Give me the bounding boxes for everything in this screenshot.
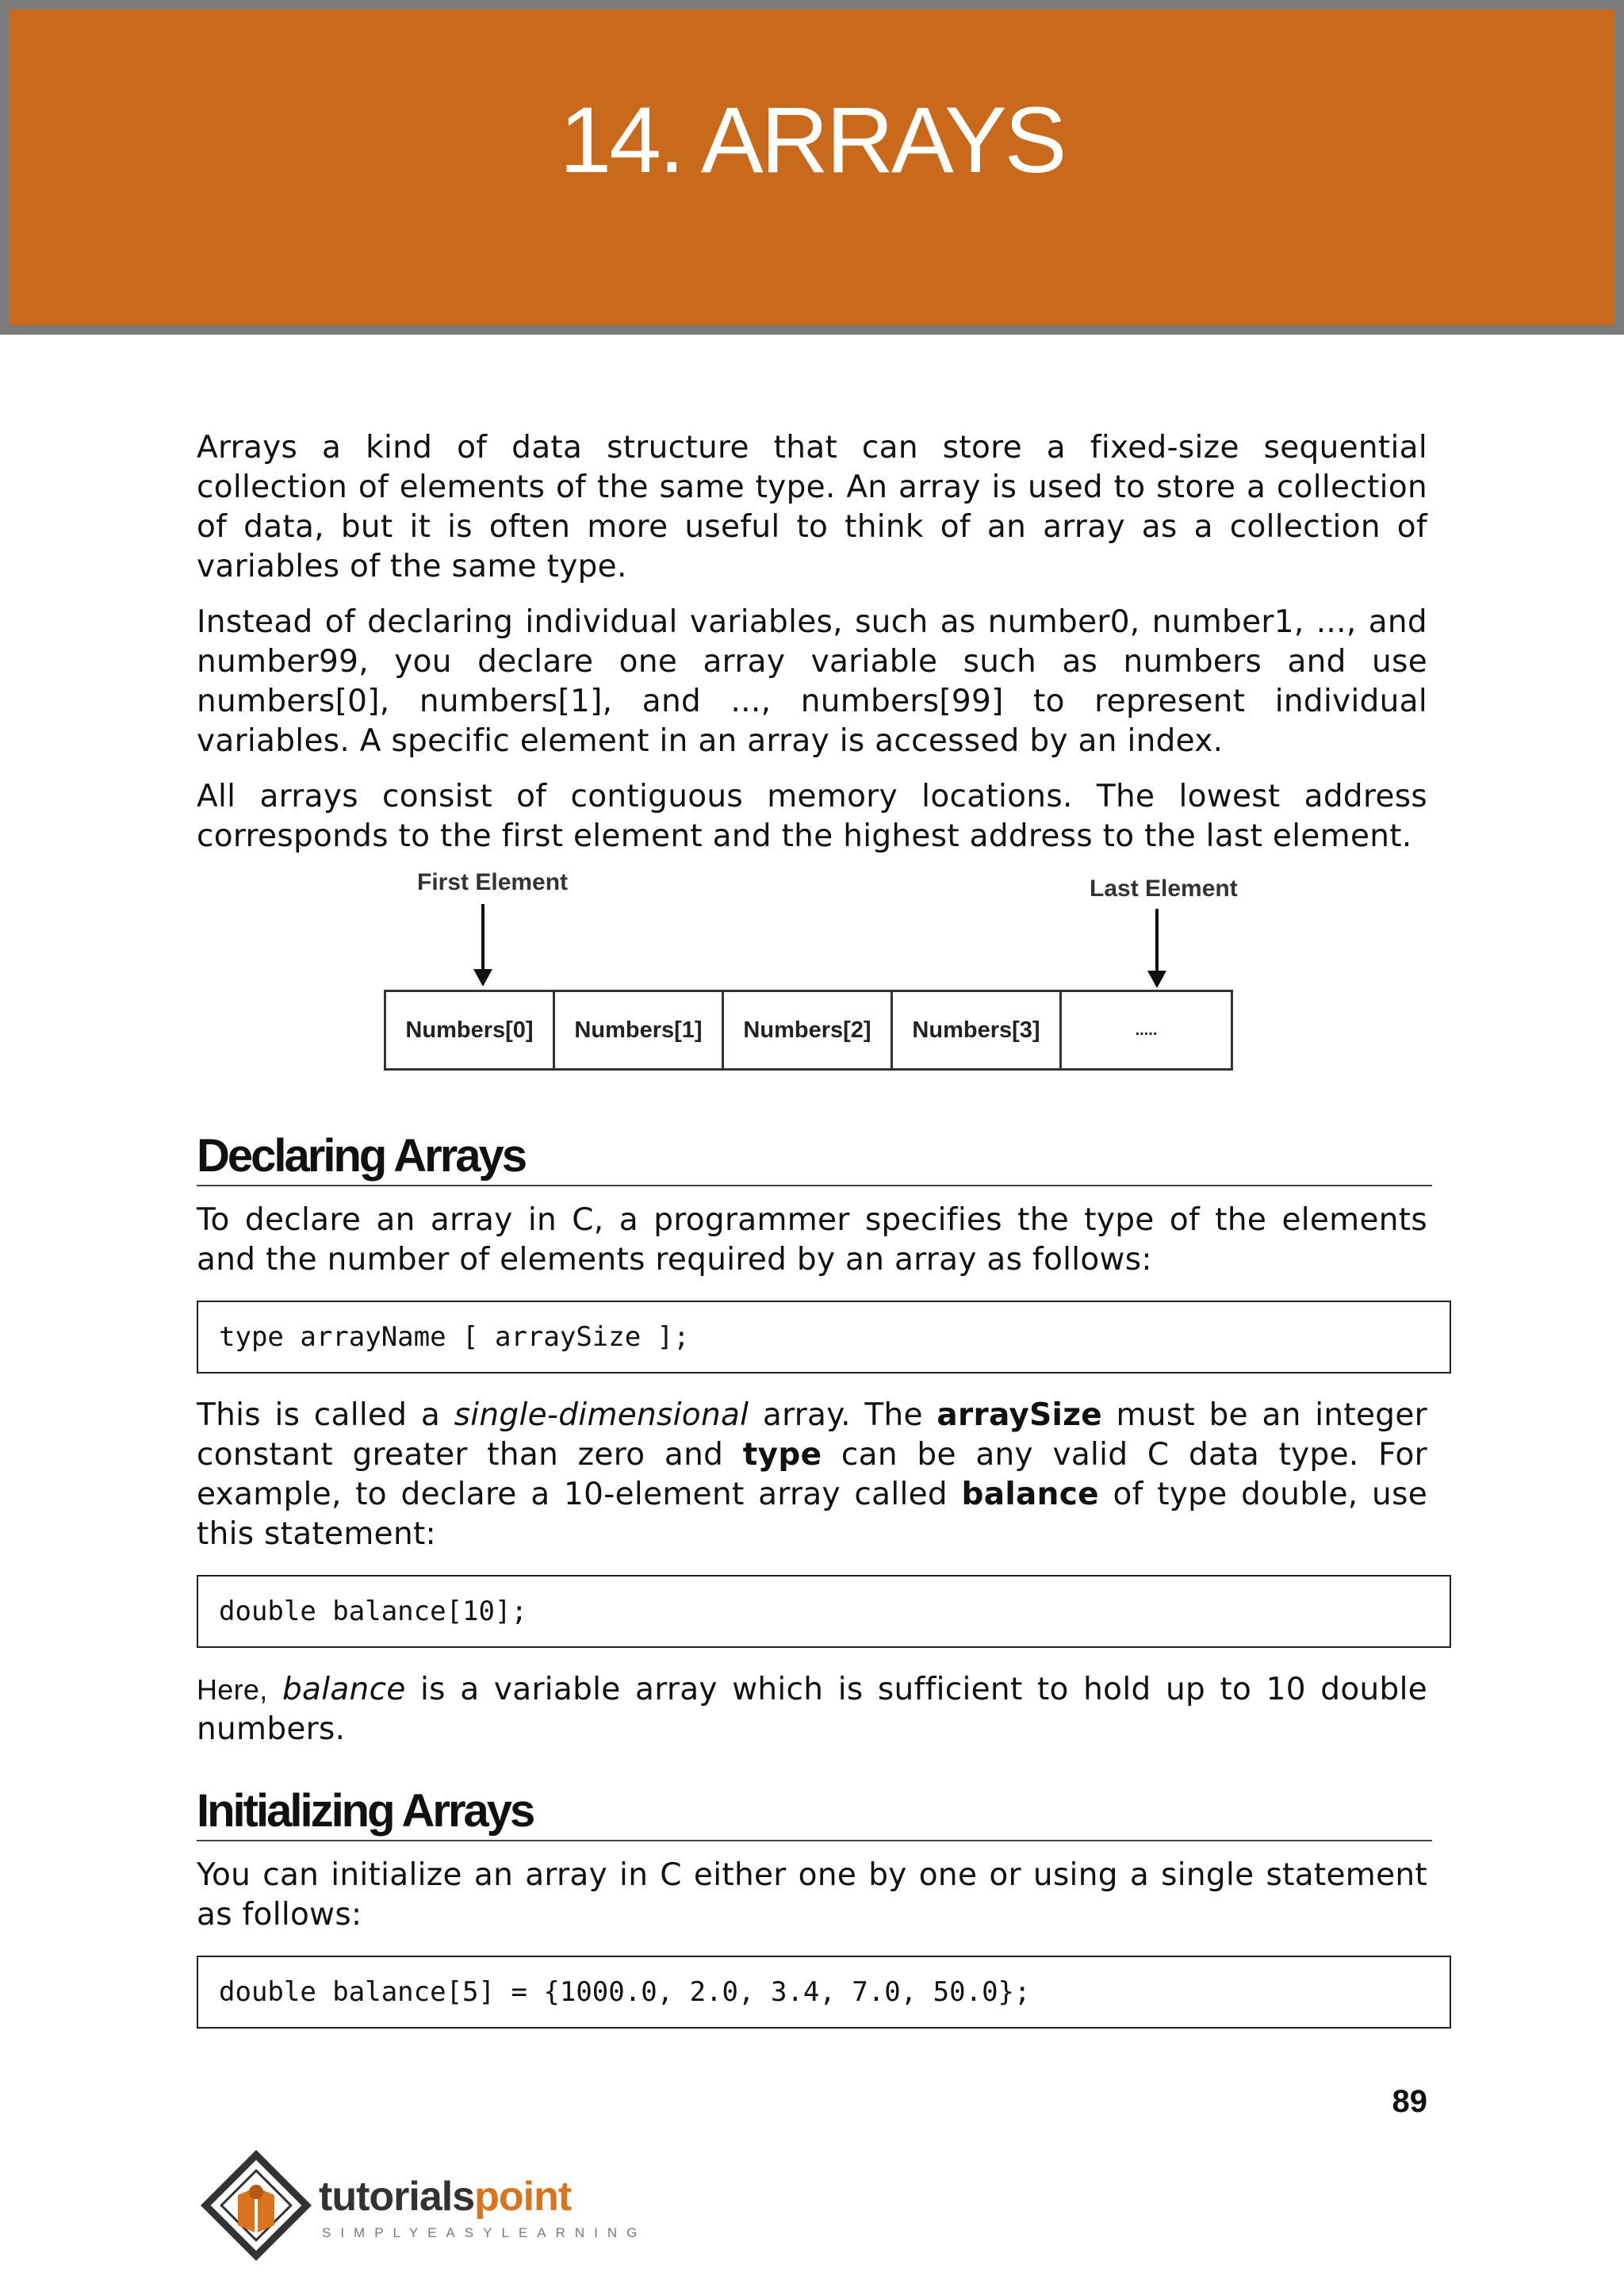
array-memory-diagram	[197, 863, 1427, 1094]
array-cell: Numbers[0]	[386, 992, 555, 1068]
declaring-arrays-heading: Declaring Arrays	[197, 1131, 1432, 1186]
bold-balance: balance	[961, 1477, 1099, 1512]
code-block-declare-syntax: type arrayName [ arraySize ];	[197, 1301, 1451, 1374]
first-element-arrow	[481, 904, 485, 971]
text-run: Here,	[197, 1673, 268, 1706]
array-cell: Numbers[3]	[893, 992, 1062, 1068]
declaring-paragraph-3	[197, 1670, 1427, 1749]
logo-tagline: SIMPLYEASYLEARNING	[322, 2225, 647, 2240]
text-run: array. The	[749, 1397, 937, 1433]
chapter-title: 14. ARRAYS	[559, 88, 1065, 193]
declaring-paragraph-1: To declare an array in C, a programmer specifies the type of the elements and the number of elements required by an array as follows:	[197, 1202, 1427, 1278]
last-element-arrowhead	[1147, 971, 1166, 988]
first-element-label: First Element	[417, 869, 569, 895]
logo-wordmark	[319, 2173, 571, 2220]
text-run: must be an integer constant greater than zero and	[197, 1397, 1427, 1473]
array-cell: Numbers[1]	[555, 992, 724, 1068]
text-run: This is called a	[197, 1397, 454, 1433]
initializing-paragraph-1: You can initialize an array in C either one by one or using a single statement as follows:	[197, 1857, 1427, 1933]
text-run: of type double, use this statement:	[197, 1477, 1427, 1552]
last-element-label: Last Element	[1090, 875, 1238, 902]
code-block-initialize-example: double balance[5] = {1000.0, 2.0, 3.4, 7.0, 50.0};	[197, 1956, 1451, 2029]
code-block-declare-example: double balance[10];	[197, 1575, 1451, 1648]
first-element-arrowhead	[473, 969, 492, 987]
array-cells	[384, 990, 1233, 1071]
bold-type: type	[742, 1437, 822, 1473]
initializing-arrays-heading: Initializing Arrays	[197, 1786, 1432, 1841]
emphasis-single-dimensional: single-dimensional	[454, 1397, 749, 1433]
text-run: can be any valid C data type. For example, to declare a 10-element array called	[197, 1437, 1427, 1512]
intro-paragraph-2: Instead of declaring individual variables, such as number0, number1, ..., and number99, you declare one array variable such as numbers and use numbers[0], numbers[1], and ..., numbers[99] to represent individual variables. A specific element in an array is accessed by an index.	[197, 604, 1427, 759]
intro-paragraph-3: All arrays consist of contiguous memory locations. The lowest address corresponds to the first element and the highest address to the last element.	[197, 779, 1427, 854]
bold-arraysize: arraySize	[936, 1397, 1102, 1433]
text-run: is a variable array which is sufficient to hold up to 10 double numbers.	[197, 1672, 1427, 1747]
declaring-paragraph-2	[197, 1396, 1427, 1554]
array-cell-ellipsis: .....	[1135, 1021, 1158, 1039]
last-element-arrow	[1155, 909, 1159, 972]
tutorialspoint-logo	[197, 2141, 647, 2276]
page-content	[197, 428, 1427, 2051]
logo-word-tutorials: tutorials	[319, 2174, 475, 2220]
emphasis-balance: balance	[282, 1672, 406, 1707]
logo-diamond-icon	[197, 2146, 316, 2265]
page-number: 89	[1392, 2084, 1427, 2119]
intro-paragraph-1: Arrays a kind of data structure that can store a fixed-size sequential collection of elements of the same type. An array is used to store a collection of data, but it is often more useful to think of an array as a collection of variables of the same type.	[197, 430, 1427, 584]
chapter-banner	[0, 0, 1624, 335]
logo-word-point: point	[474, 2174, 572, 2220]
array-cell: Numbers[2]	[724, 992, 893, 1068]
